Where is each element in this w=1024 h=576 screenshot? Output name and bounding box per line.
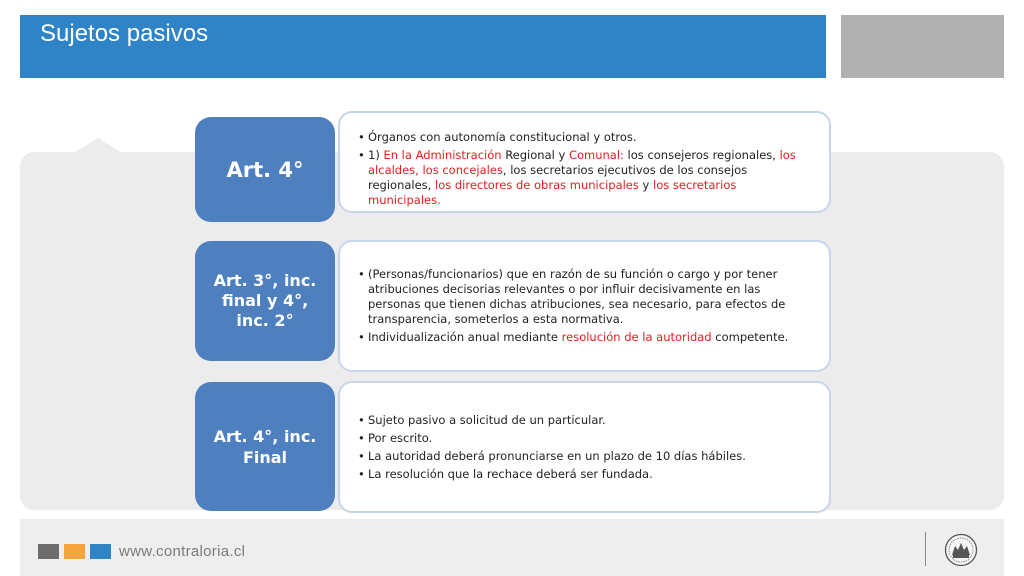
bullet-item bbox=[358, 130, 811, 145]
bullet-text: La autoridad deberá pronunciarse en un plazo de 10 días hábiles. bbox=[368, 449, 746, 463]
highlighted-text: los directores de obras municipales bbox=[435, 178, 639, 192]
row-card-1 bbox=[338, 111, 831, 213]
row-label-art-4-final: Art. 4°, inc. Final bbox=[195, 382, 335, 511]
bullet-text: competente. bbox=[711, 330, 789, 344]
highlighted-text: En la Administración bbox=[383, 148, 502, 162]
highlighted-text: Comunal: bbox=[568, 148, 624, 162]
bullet-item bbox=[358, 431, 811, 446]
bullet-text: Órganos con autonomía constitucional y otros. bbox=[368, 130, 637, 144]
row-label-art-4: Art. 4° bbox=[195, 117, 335, 222]
footer-url-link[interactable]: www.contraloria.cl bbox=[119, 543, 246, 560]
highlighted-text: los alcaldes, los concejales bbox=[368, 148, 796, 177]
footer-square-blue bbox=[90, 544, 111, 559]
row-label-art-3-4: Art. 3°, inc. final y 4°, inc. 2° bbox=[195, 241, 335, 361]
bullet-item bbox=[358, 449, 811, 464]
highlighted-text: los secretarios municipales. bbox=[368, 178, 737, 207]
bullet-item bbox=[358, 330, 811, 345]
bullet-item bbox=[358, 467, 811, 482]
bullet-list bbox=[358, 130, 811, 211]
bullet-text: Por escrito. bbox=[368, 431, 433, 445]
row-card-2 bbox=[338, 240, 831, 372]
page-title: Sujetos pasivos bbox=[40, 20, 209, 47]
footer-square-gray bbox=[38, 544, 59, 559]
bullet-text: Individualización anual mediante bbox=[368, 330, 562, 344]
bullet-list bbox=[358, 413, 811, 485]
bullet-text: Regional y bbox=[501, 148, 569, 162]
bullet-list bbox=[358, 267, 811, 348]
header-gray-box bbox=[841, 15, 1004, 78]
bullet-text: (Personas/funcionarios) que en razón de su función o cargo y por tener atribuciones decisorias relevantes o por influir decisivamente en las personas que tienen dichas atribuciones, sea necesario, para efectos de transparencia, someterlos a esta normativa. bbox=[368, 267, 786, 326]
bullet-item bbox=[358, 413, 811, 428]
bullet-item bbox=[358, 148, 811, 208]
row-card-3 bbox=[338, 381, 831, 513]
footer-divider bbox=[925, 532, 926, 566]
bullet-text: los consejeros regionales, bbox=[623, 148, 780, 162]
bullet-text: Sujeto pasivo a solicitud de un particular. bbox=[368, 413, 606, 427]
contraloria-seal-icon bbox=[937, 533, 983, 567]
footer-square-orange bbox=[64, 544, 85, 559]
bullet-text: y bbox=[638, 178, 654, 192]
bullet-text: , los secretarios ejecutivos de los consejos regionales, bbox=[368, 163, 748, 192]
bullet-item bbox=[358, 267, 811, 327]
bullet-text: 1) bbox=[368, 148, 384, 162]
highlighted-text: resolución de la autoridad bbox=[561, 330, 712, 344]
bullet-text: La resolución que la rechace deberá ser fundada. bbox=[368, 467, 653, 481]
